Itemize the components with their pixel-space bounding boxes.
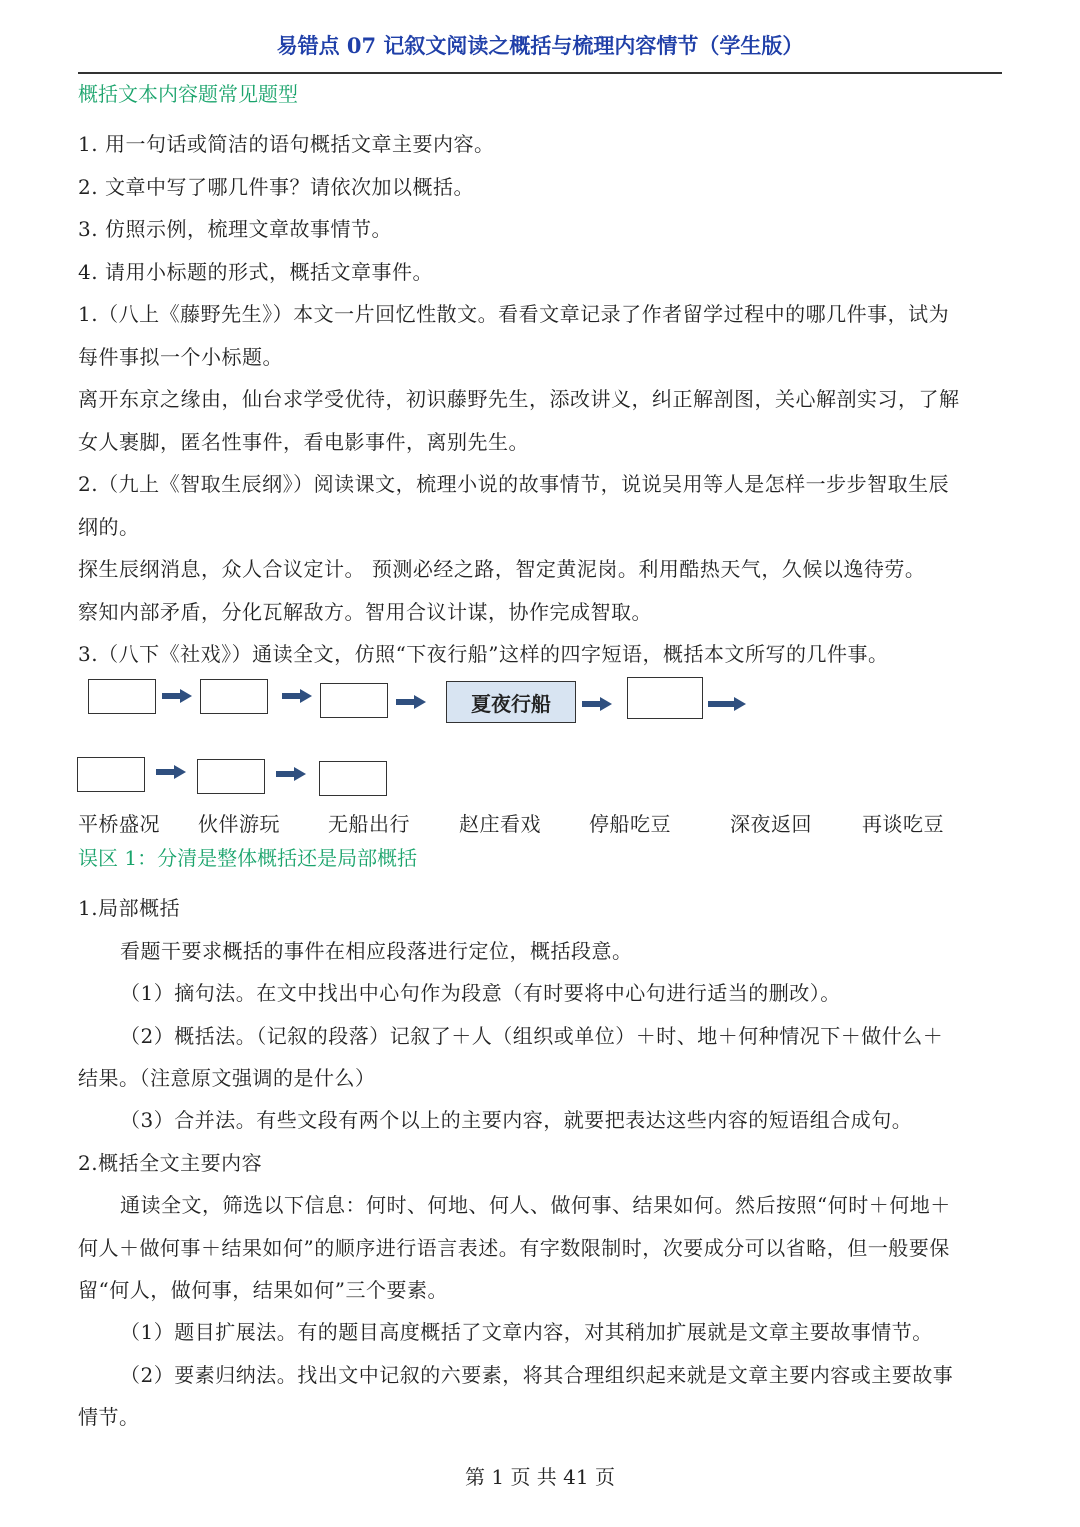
example-question-2-line1: 2.（九上《智取生辰纲》）阅读课文，梳理小说的故事情节，说说吴用等人是怎样一步步智取生辰 <box>78 472 950 496</box>
paragraph-text: 通读全文，筛选以下信息：何时、何地、何人、做何事、结果如何。然后按照“何时＋何地＋ <box>120 1193 951 1217</box>
subsection-title-partial: 1.局部概括 <box>78 896 181 920</box>
question-type-2: 2. 文章中写了哪几件事？请依次加以概括。 <box>78 175 474 199</box>
header-rule <box>78 72 1002 74</box>
section-heading-misconception-1: 误区 1：分清是整体概括还是局部概括 <box>78 846 418 870</box>
example-answer-2-line1: 探生辰纲消息，众人合议定计。 预测必经之路，智定黄泥岗。利用酷热天气，久候以逸待劳。 <box>78 557 926 581</box>
section-heading-types: 概括文本内容题常见题型 <box>78 82 298 106</box>
page-number: 第 1 页 共 41 页 <box>465 1465 615 1489</box>
method-item: （3）合并法。有些文段有两个以上的主要内容，就要把表达这些内容的短语组合成句。 <box>120 1108 913 1132</box>
answer-blank-box <box>197 759 265 794</box>
method-item-continued: 情节。 <box>78 1405 140 1429</box>
right-arrow-icon <box>708 694 746 714</box>
answer-phrase: 深夜返回 <box>730 812 812 836</box>
answer-blank-box <box>319 761 387 796</box>
example-question-3-line1: 3.（八下《社戏》）通读全文，仿照“下夜行船”这样的四字短语，概括本文所写的几件事。 <box>78 642 889 666</box>
answer-phrase: 停船吃豆 <box>589 812 671 836</box>
example-answer-1-line2: 女人裹脚，匿名性事件，看电影事件，离别先生。 <box>78 430 529 454</box>
right-arrow-icon <box>396 692 426 712</box>
method-item-continued: 结果。（注意原文强调的是什么） <box>78 1066 376 1090</box>
answer-phrase: 无船出行 <box>328 812 410 836</box>
answer-blank-box <box>627 677 703 719</box>
example-answer-1-line1: 离开东京之缘由，仙台求学受优待，初识藤野先生，添改讲义，纠正解剖图，关心解剖实习，了解 <box>78 387 960 411</box>
right-arrow-icon <box>276 764 306 784</box>
answer-phrase: 平桥盛况 <box>78 812 160 836</box>
example-box-summer-night-boat: 夏夜行船 <box>446 681 576 723</box>
question-type-4: 4. 请用小标题的形式，概括文章事件。 <box>78 260 433 284</box>
right-arrow-icon <box>582 694 612 714</box>
answer-phrase: 再谈吃豆 <box>862 812 944 836</box>
method-item: （2）概括法。（记叙的段落）记叙了＋人（组织或单位）＋时、地＋何种情况下＋做什么＋ <box>120 1024 944 1048</box>
method-item: （1）题目扩展法。有的题目高度概括了文章内容，对其稍加扩展就是文章主要故事情节。 <box>120 1320 933 1344</box>
example-question-1-line2: 每件事拟一个小标题。 <box>78 345 283 369</box>
method-item: （1）摘句法。在文中找出中心句作为段意（有时要将中心句进行适当的删改）。 <box>120 981 841 1005</box>
paragraph-text: 留“何人，做何事，结果如何”三个要素。 <box>78 1278 448 1302</box>
answer-blank-box <box>77 757 145 792</box>
answer-blank-box <box>200 679 268 714</box>
right-arrow-icon <box>156 762 186 782</box>
question-type-1: 1. 用一句话或简洁的语句概括文章主要内容。 <box>78 132 495 156</box>
paragraph-text: 何人＋做何事＋结果如何”的顺序进行语言表述。有字数限制时，次要成分可以省略，但一般要保 <box>78 1236 950 1260</box>
paragraph-text: 看题干要求概括的事件在相应段落进行定位，概括段意。 <box>120 939 633 963</box>
answer-blank-box <box>88 679 156 714</box>
right-arrow-icon <box>162 686 192 706</box>
answer-phrase: 伙伴游玩 <box>198 812 280 836</box>
example-question-2-line2: 纲的。 <box>78 515 140 539</box>
example-question-1-line1: 1.（八上《藤野先生》）本文一片回忆性散文。看看文章记录了作者留学过程中的哪几件事，试为 <box>78 302 950 326</box>
answer-blank-box <box>320 683 388 718</box>
question-type-3: 3. 仿照示例，梳理文章故事情节。 <box>78 217 392 241</box>
document-header-title: 易错点 07 记叙文阅读之概括与梳理内容情节（学生版） <box>276 33 804 58</box>
subsection-title-whole: 2.概括全文主要内容 <box>78 1151 263 1175</box>
right-arrow-icon <box>282 686 312 706</box>
answer-phrase: 赵庄看戏 <box>459 812 541 836</box>
method-item: （2）要素归纳法。找出文中记叙的六要素，将其合理组织起来就是文章主要内容或主要故事 <box>120 1363 954 1387</box>
example-answer-2-line2: 察知内部矛盾，分化瓦解敌方。智用合议计谋，协作完成智取。 <box>78 600 652 624</box>
